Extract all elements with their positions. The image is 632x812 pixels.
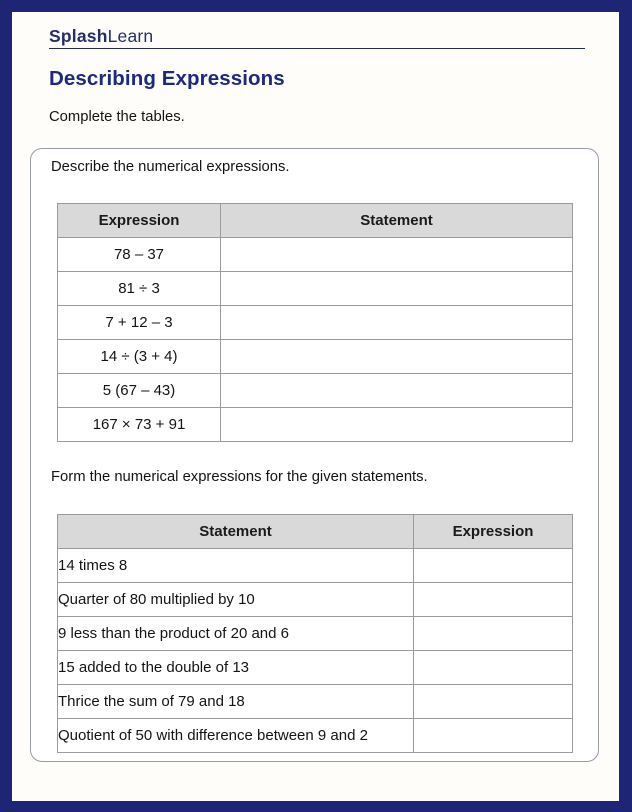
header-divider xyxy=(49,48,585,49)
table-row xyxy=(58,583,573,617)
table-row xyxy=(58,685,573,719)
expression-answer-cell[interactable] xyxy=(414,617,573,651)
statement-cell: 15 added to the double of 13 xyxy=(58,651,414,685)
expression-cell: 81 ÷ 3 xyxy=(58,272,221,306)
table-header-row xyxy=(58,515,573,549)
expression-cell: 7 + 12 – 3 xyxy=(58,306,221,340)
statement-answer-cell[interactable] xyxy=(221,306,573,340)
table-row xyxy=(58,238,573,272)
statements-table xyxy=(57,514,573,753)
logo-splash: Splash xyxy=(49,26,108,46)
expression-cell: 167 × 73 + 91 xyxy=(58,408,221,442)
statement-cell: 9 less than the product of 20 and 6 xyxy=(58,617,414,651)
table-row xyxy=(58,617,573,651)
table-row xyxy=(58,408,573,442)
expression-answer-cell[interactable] xyxy=(414,549,573,583)
statement-column-header: Statement xyxy=(221,204,573,238)
statement-cell: Quotient of 50 with difference between 9 and 2 xyxy=(58,719,414,753)
table-row xyxy=(58,719,573,753)
statement-column-header: Statement xyxy=(58,515,414,549)
table-row xyxy=(58,651,573,685)
expression-cell: 78 – 37 xyxy=(58,238,221,272)
page-title: Describing Expressions xyxy=(49,67,285,90)
expression-answer-cell[interactable] xyxy=(414,651,573,685)
table-row xyxy=(58,272,573,306)
statement-answer-cell[interactable] xyxy=(221,272,573,306)
expression-cell: 14 ÷ (3 + 4) xyxy=(58,340,221,374)
statement-answer-cell[interactable] xyxy=(221,238,573,272)
worksheet-box xyxy=(30,148,599,762)
instruction-text: Complete the tables. xyxy=(49,109,185,125)
table-row xyxy=(58,374,573,408)
expression-column-header: Expression xyxy=(58,204,221,238)
table-row xyxy=(58,306,573,340)
table-header-row xyxy=(58,204,573,238)
worksheet-sheet xyxy=(12,12,619,801)
expression-answer-cell[interactable] xyxy=(414,583,573,617)
expression-answer-cell[interactable] xyxy=(414,719,573,753)
section2-prompt: Form the numerical expressions for the given statements. xyxy=(51,469,428,485)
expression-cell: 5 (67 – 43) xyxy=(58,374,221,408)
expression-column-header: Expression xyxy=(414,515,573,549)
statement-cell: Quarter of 80 multiplied by 10 xyxy=(58,583,414,617)
expressions-table xyxy=(57,203,573,442)
statement-answer-cell[interactable] xyxy=(221,374,573,408)
logo-learn: Learn xyxy=(107,26,154,46)
statement-cell: 14 times 8 xyxy=(58,549,414,583)
table-row xyxy=(58,340,573,374)
table-row xyxy=(58,549,573,583)
statement-cell: Thrice the sum of 79 and 18 xyxy=(58,685,414,719)
statement-answer-cell[interactable] xyxy=(221,340,573,374)
splashlearn-logo xyxy=(49,26,153,47)
expression-answer-cell[interactable] xyxy=(414,685,573,719)
statement-answer-cell[interactable] xyxy=(221,408,573,442)
section1-prompt: Describe the numerical expressions. xyxy=(51,159,290,175)
